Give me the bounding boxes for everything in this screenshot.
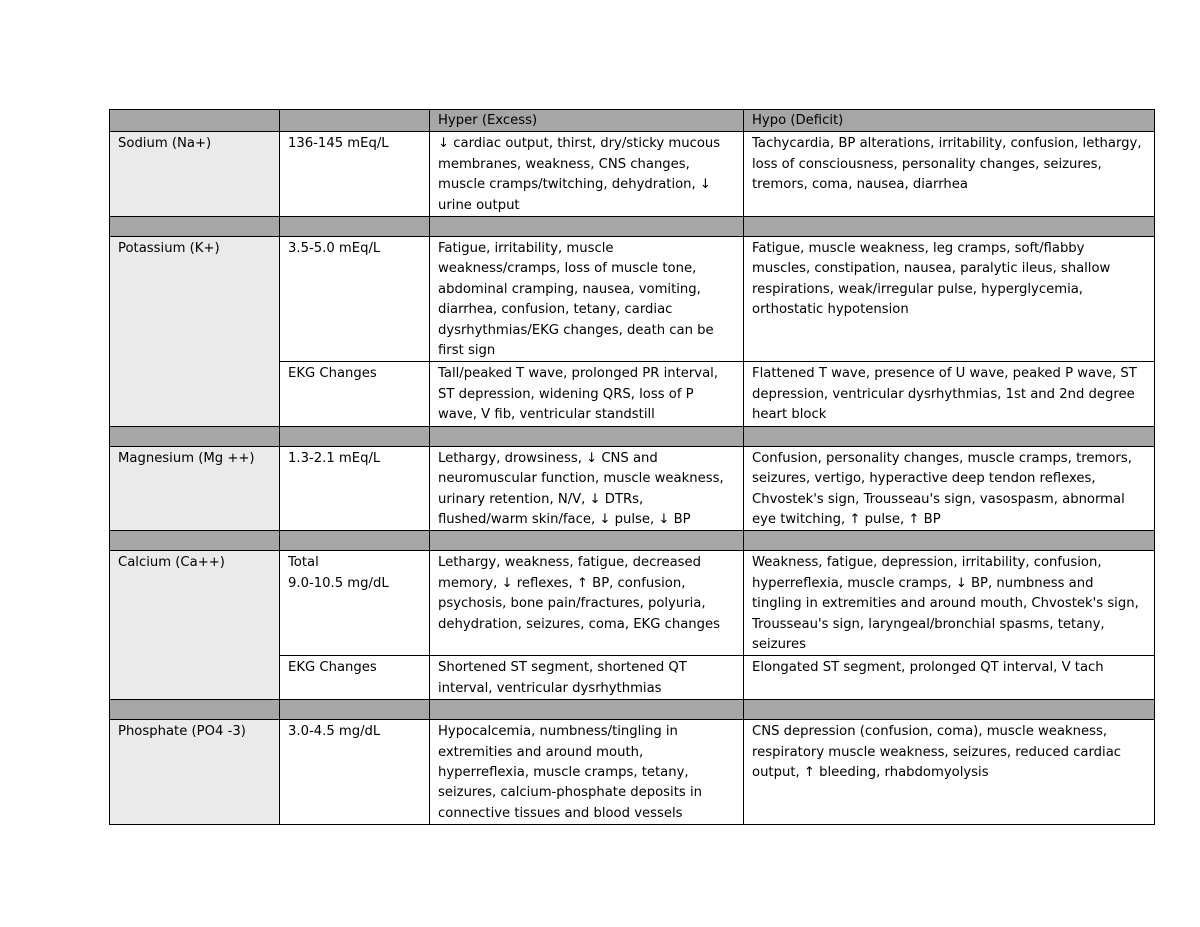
hyper-symptoms: Lethargy, weakness, fatigue, decreased memory, ↓ reflexes, ↑ BP, confusion, psychosis, bone pain/fractures, polyuria, dehydration, seizures, coma, EKG changes [430,551,744,656]
electrolyte-name: Calcium (Ca++) [110,551,280,700]
separator-row [110,531,1155,551]
header-hyper-cell: Hyper (Excess) [430,110,744,132]
potassium-row [110,237,1155,362]
sodium-row [110,132,1155,217]
ekg-hypo-changes: Flattened T wave, presence of U wave, peaked P wave, ST depression, ventricular dysrhythmias, 1st and 2nd degree heart block [744,362,1155,426]
header-row [110,110,1155,132]
phosphate-row [110,720,1155,825]
calcium-row [110,551,1155,656]
separator-row [110,426,1155,446]
hyper-symptoms: Fatigue, irritability, muscle weakness/cramps, loss of muscle tone, abdominal cramping, nausea, vomiting, diarrhea, confusion, tetany, cardiac dysrhythmias/EKG changes, death can be first sign [430,237,744,362]
ekg-hyper-changes: Tall/peaked T wave, prolonged PR interval, ST depression, widening QRS, loss of P wave, V fib, ventricular standstill [430,362,744,426]
header-hypo-cell: Hypo (Deficit) [744,110,1155,132]
header-electrolyte-cell [110,110,280,132]
electrolyte-name: Potassium (K+) [110,237,280,427]
ekg-label: EKG Changes [280,362,430,426]
range-value: 9.0-10.5 mg/dL [288,575,389,591]
hypo-symptoms: Weakness, fatigue, depression, irritability, confusion, hyperreflexia, muscle cramps, ↓ BP, numbness and tingling in extremities and around mouth, Chvostek's sign, Trousseau's sign, laryngeal/bronchial spasms, tetany, seizures [744,551,1155,656]
ekg-hyper-changes: Shortened ST segment, shortened QT interval, ventricular dysrhythmias [430,656,744,700]
hypo-symptoms: CNS depression (confusion, coma), muscle weakness, respiratory muscle weakness, seizures, reduced cardiac output, ↑ bleeding, rhabdomyolysis [744,720,1155,825]
hypo-symptoms: Tachycardia, BP alterations, irritability, confusion, lethargy, loss of consciousness, personality changes, seizures, tremors, coma, nausea, diarrhea [744,132,1155,217]
electrolyte-name: Magnesium (Mg ++) [110,446,280,531]
normal-range: 136-145 mEq/L [280,132,430,217]
hypo-symptoms: Confusion, personality changes, muscle cramps, tremors, seizures, vertigo, hyperactive deep tendon reflexes, Chvostek's sign, Trousseau's sign, vasospasm, abnormal eye twitching, ↑ pulse, ↑ BP [744,446,1155,531]
separator-row [110,217,1155,237]
hyper-symptoms: Hypocalcemia, numbness/tingling in extremities and around mouth, hyperreflexia, muscle cramps, tetany, seizures, calcium-phosphate deposits in connective tissues and blood vessels [430,720,744,825]
header-range-cell [280,110,430,132]
hypo-symptoms: Fatigue, muscle weakness, leg cramps, soft/flabby muscles, constipation, nausea, paralytic ileus, shallow respirations, weak/irregular pulse, hyperglycemia, orthostatic hypotension [744,237,1155,362]
normal-range: 1.3-2.1 mEq/L [280,446,430,531]
normal-range: 3.0-4.5 mg/dL [280,720,430,825]
ekg-hypo-changes: Elongated ST segment, prolonged QT interval, V tach [744,656,1155,700]
electrolyte-table [109,109,1155,825]
separator-row [110,700,1155,720]
ekg-label: EKG Changes [280,656,430,700]
normal-range: 3.5-5.0 mEq/L [280,237,430,362]
normal-range [280,551,430,656]
hyper-symptoms: ↓ cardiac output, thirst, dry/sticky mucous membranes, weakness, CNS changes, muscle cramps/twitching, dehydration, ↓ urine output [430,132,744,217]
hyper-symptoms: Lethargy, drowsiness, ↓ CNS and neuromuscular function, muscle weakness, urinary retention, N/V, ↓ DTRs, flushed/warm skin/face, ↓ pulse, ↓ BP [430,446,744,531]
electrolyte-name: Sodium (Na+) [110,132,280,217]
electrolyte-name: Phosphate (PO4 -3) [110,720,280,825]
range-label: Total [288,555,319,571]
magnesium-row [110,446,1155,531]
